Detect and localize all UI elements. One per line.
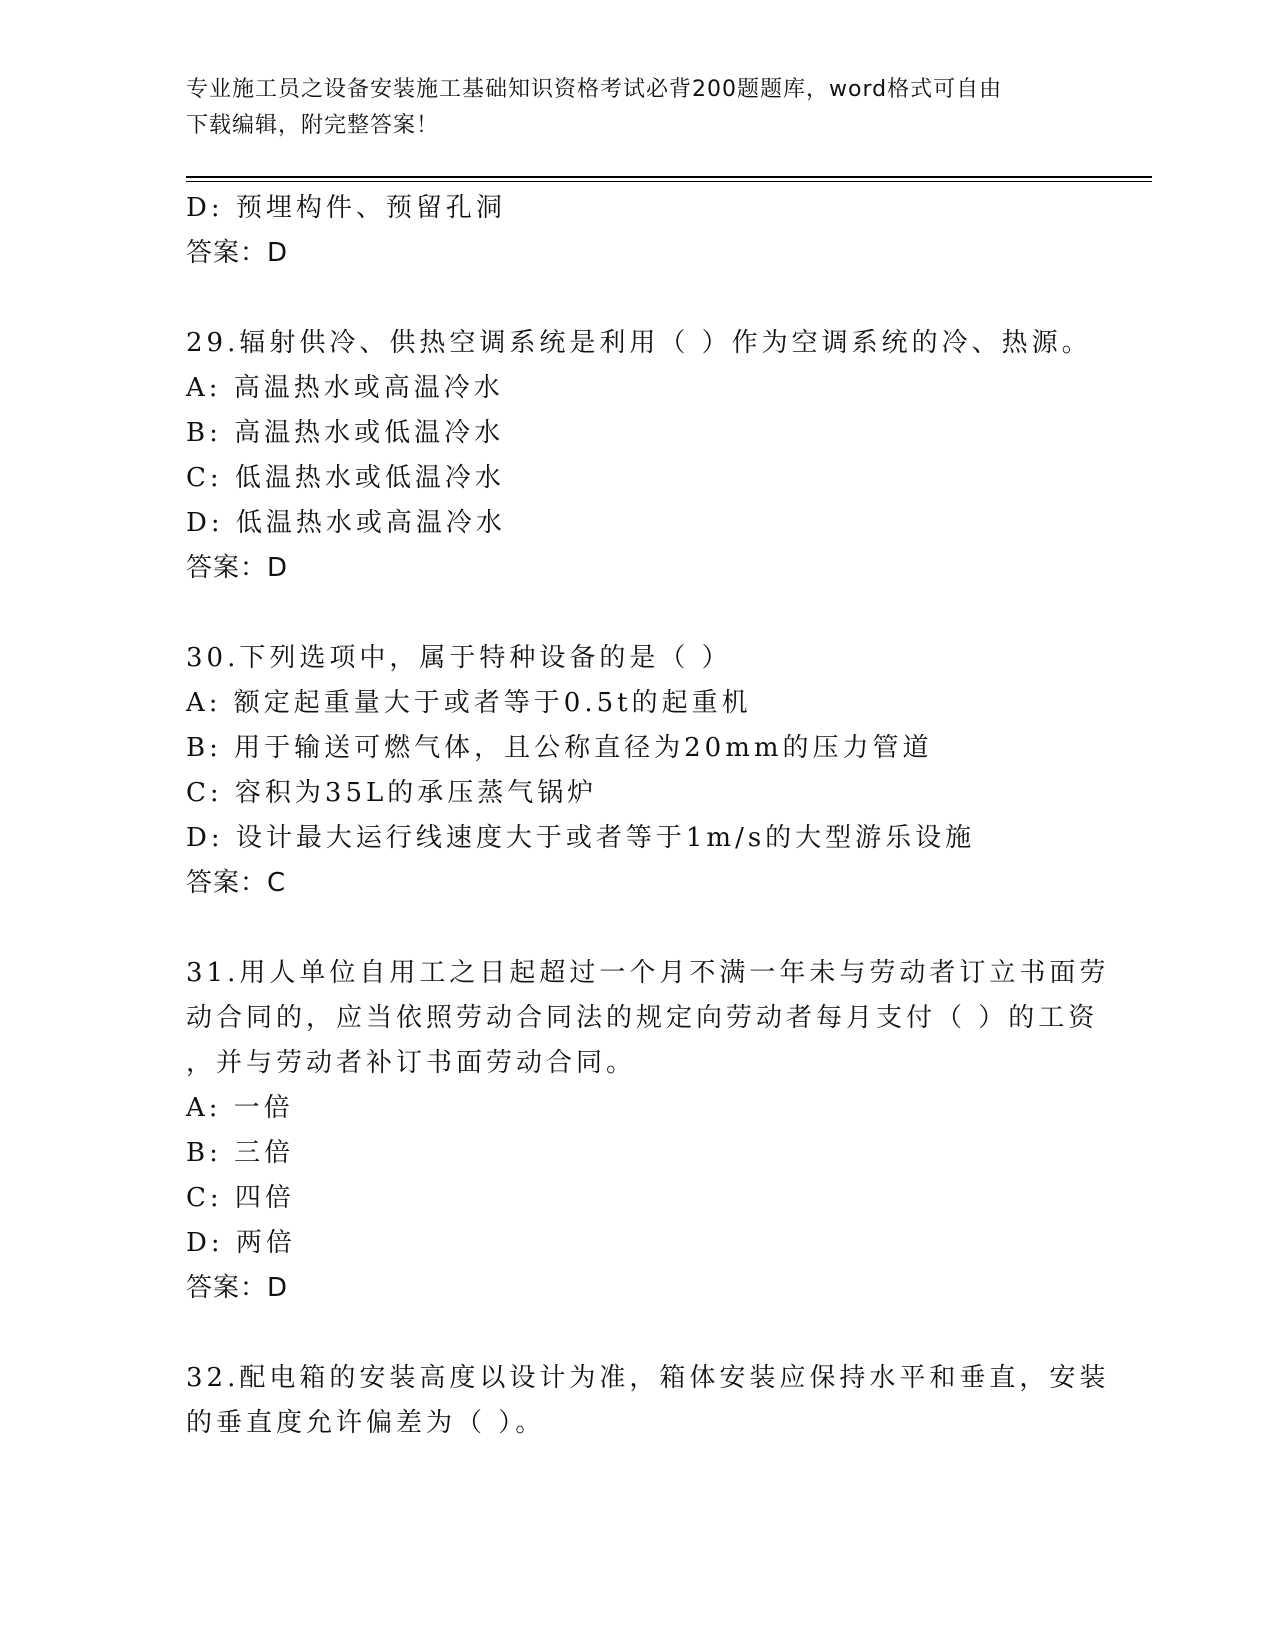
question-stem-line-3: ，并与劳动者补订书面劳动合同。 bbox=[186, 1048, 637, 1078]
question-stem: 29.辐射供冷、供热空调系统是利用（ ）作为空调系统的冷、热源。 bbox=[186, 328, 1092, 358]
question-stem-line-2: 的垂直度允许偏差为（ ）。 bbox=[186, 1408, 546, 1438]
option-b: B: 三倍 bbox=[186, 1138, 295, 1168]
header-rule-thick bbox=[186, 176, 1152, 178]
option-d: D: 设计最大运行线速度大于或者等于1m/s的大型游乐设施 bbox=[186, 823, 976, 853]
question-stem: 30.下列选项中，属于特种设备的是（ ） bbox=[186, 643, 732, 673]
option-a: A: 高温热水或高温冷水 bbox=[186, 373, 504, 403]
option-c: C: 四倍 bbox=[186, 1183, 295, 1213]
header-line-2: 下载编辑，附完整答案！ bbox=[186, 113, 440, 138]
option-a: A: 额定起重量大于或者等于0.5t的起重机 bbox=[186, 688, 752, 718]
option-a: A: 一倍 bbox=[186, 1093, 294, 1123]
document-header bbox=[186, 72, 1066, 144]
question-30 bbox=[186, 636, 1066, 906]
question-stem-line-1: 31.用人单位自用工之日起超过一个月不满一年未与劳动者订立书面劳 bbox=[186, 958, 1110, 988]
answer: 答案：D bbox=[186, 553, 289, 583]
option-d: D: 预埋构件、预留孔洞 bbox=[186, 193, 506, 223]
answer: 答案：D bbox=[186, 1273, 289, 1303]
question-29 bbox=[186, 321, 1092, 591]
option-c: C: 容积为35L的承压蒸气锅炉 bbox=[186, 778, 598, 808]
option-b: B: 用于输送可燃气体，且公称直径为20mm的压力管道 bbox=[186, 733, 933, 763]
answer: 答案：D bbox=[186, 238, 289, 268]
option-b: B: 高温热水或低温冷水 bbox=[186, 418, 505, 448]
header-rule-thin bbox=[186, 181, 1152, 182]
question-list bbox=[186, 186, 1110, 1446]
spacer bbox=[186, 1311, 1066, 1356]
question-31 bbox=[186, 951, 1110, 1311]
option-d: D: 低温热水或高温冷水 bbox=[186, 508, 506, 538]
previous-question-tail bbox=[186, 186, 1066, 276]
question-32 bbox=[186, 1356, 1110, 1446]
question-stem-line-1: 32.配电箱的安装高度以设计为准，箱体安装应保持水平和垂直，安装 bbox=[186, 1363, 1110, 1393]
spacer bbox=[186, 906, 1066, 951]
option-c: C: 低温热水或低温冷水 bbox=[186, 463, 505, 493]
spacer bbox=[186, 591, 1066, 636]
header-line-1: 专业施工员之设备安装施工基础知识资格考试必背200题题库，word格式可自由 bbox=[186, 77, 1003, 102]
spacer bbox=[186, 276, 1066, 321]
option-d: D: 两倍 bbox=[186, 1228, 296, 1258]
answer: 答案：C bbox=[186, 868, 287, 898]
question-stem-line-2: 动合同的，应当依照劳动合同法的规定向劳动者每月支付（ ）的工资 bbox=[186, 1003, 1099, 1033]
